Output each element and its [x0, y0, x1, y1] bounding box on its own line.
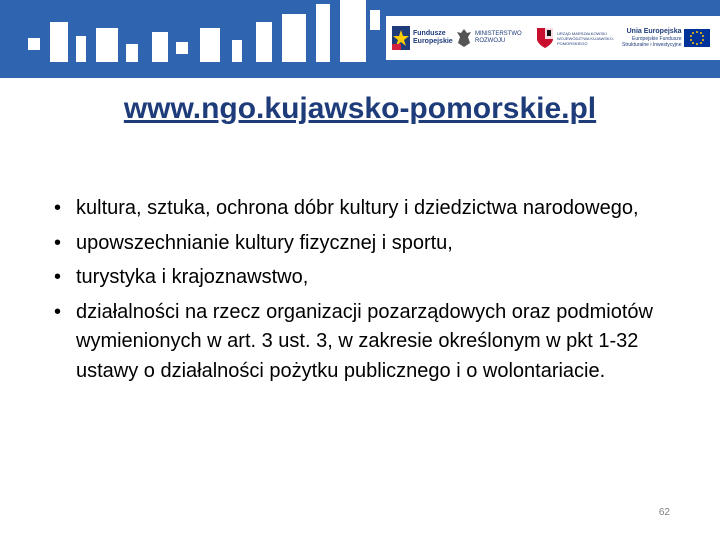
list-item: [54, 263, 674, 293]
bullet-icon: •: [54, 266, 62, 288]
bullet-list: [54, 194, 674, 391]
unia-line3: Strukturalne i Inwestycyjne: [622, 42, 682, 48]
bullet-icon: •: [54, 231, 62, 254]
ministerstwo-logo: [456, 22, 522, 54]
list-item: [54, 194, 674, 224]
list-item: [54, 298, 674, 387]
region-line1: URZĄD MARSZAŁKOWSKI: [557, 30, 607, 36]
decor-block: [176, 42, 188, 54]
ministerstwo-line1: MINISTERSTWO: [475, 31, 522, 37]
logo-strip: [386, 16, 720, 60]
list-item-text: upowszechnianie kultury fizycznej i sportu,: [76, 231, 453, 254]
decor-block: [340, 0, 366, 62]
decor-block: [76, 36, 86, 62]
decor-block: [50, 22, 68, 62]
decor-block: [256, 22, 272, 62]
fundusze-line1: Fundusze: [413, 30, 446, 37]
website-url: [0, 92, 720, 126]
region-line2: WOJEWÓDZTWA KUJAWSKO-POMORSKIEGO: [557, 35, 615, 46]
list-item-text: kultura, sztuka, ochrona dóbr kultury i dziedzictwa narodowego,: [76, 197, 639, 219]
decor-block: [152, 32, 168, 62]
decor-block: [96, 28, 118, 62]
fundusze-star-icon: [392, 26, 410, 50]
decor-block: [316, 4, 330, 62]
page-number: 62: [658, 507, 670, 518]
list-item-text: turystyka i krajoznawstwo,: [76, 266, 309, 288]
fundusze-line2: Europejskie: [413, 38, 453, 45]
list-item: [54, 229, 674, 259]
list-item-text: działalności na rzecz organizacji pozarządowych oraz podmiotów wymienionych w art. 3 ust. 3, w zakresie określonym w pkt 1-32 ustawy o działalności pożytku publicznego i o wolontariacie.: [76, 300, 653, 382]
bullet-icon: •: [54, 197, 62, 219]
unia-line2: Europejskie Fundusze: [632, 36, 682, 42]
eagle-emblem-icon: [456, 27, 472, 49]
bullet-icon: •: [54, 300, 62, 323]
header-banner: [0, 0, 720, 78]
decor-block: [282, 14, 306, 62]
unia-europejska-logo: [622, 22, 710, 54]
region-logo: [536, 22, 619, 54]
eu-flag-icon: [684, 29, 710, 47]
decor-block: [370, 10, 380, 30]
fundusze-europejskie-logo: [392, 22, 453, 54]
region-coat-of-arms-icon: [536, 27, 554, 49]
decor-block: [126, 44, 138, 62]
decor-block: [200, 28, 220, 62]
ngo-website-link[interactable]: www.ngo.kujawsko-pomorskie.pl: [123, 92, 597, 125]
decor-block: [28, 38, 40, 50]
ministerstwo-line2: ROZWOJU: [475, 38, 506, 44]
decor-block: [232, 40, 242, 62]
unia-line1: Unia Europejska: [626, 28, 682, 35]
